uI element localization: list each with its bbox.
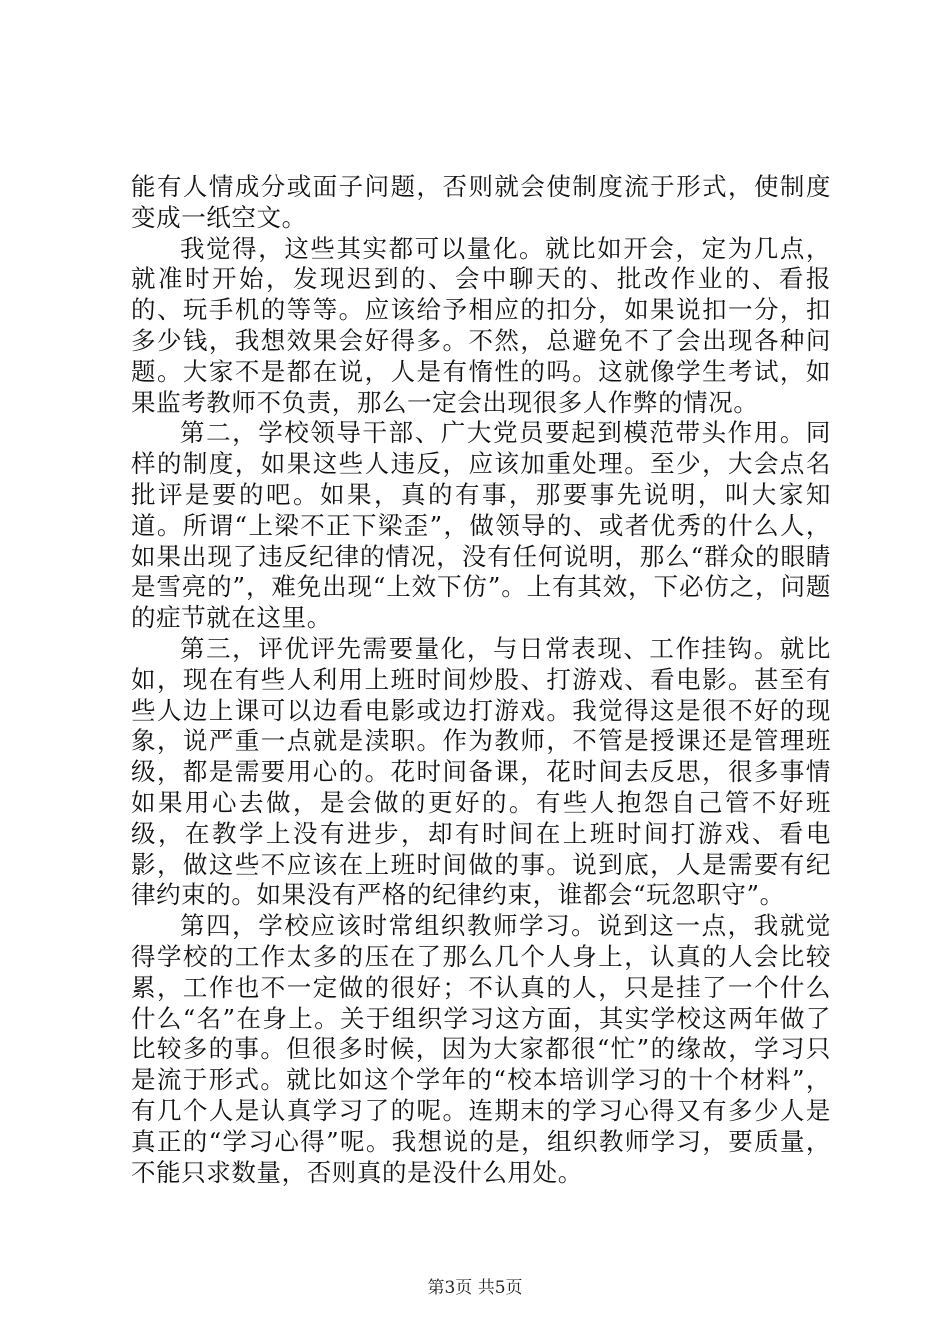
paragraph-quantification: 我觉得，这些其实都可以量化。就比如开会，定为几点，就准时开始，发现迟到的、会中聊天的、批改作业的、看报的、玩手机的等等。应该给予相应的扣分，如果说扣一分，扣多少钱，我想效果会好得多。不然，总避免不了会出现各种问题。大家不是都在说，人是有惰性的吗。这就像学生考试，如果监考教师不负责，那么一定会出现很多人作弊的情况。 bbox=[131, 233, 831, 417]
paragraph-continuation: 能有人情成分或面子问题，否则就会使制度流于形式，使制度变成一纸空文。 bbox=[131, 172, 831, 232]
document-body bbox=[131, 172, 831, 1188]
paragraph-second-point: 第二，学校领导干部、广大党员要起到模范带头作用。同样的制度，如果这些人违反，应该加重处理。至少，大会点名批评是要的吧。如果，真的有事，那要事先说明，叫大家知道。所谓“上梁不正下梁歪”，做领导的、或者优秀的什么人，如果出现了违反纪律的情况，没有任何说明，那么“群众的眼睛是雪亮的”，难免出现“上效下仿”。上有其效，下必仿之，问题的症节就在这里。 bbox=[131, 418, 831, 633]
paragraph-fourth-point: 第四，学校应该时常组织教师学习。说到这一点，我就觉得学校的工作太多的压在了那么几个人身上，认真的人会比较累，工作也不一定做的很好；不认真的人，只是挂了一个什么什么“名”在身上。关于组织学习这方面，其实学校这两年做了比较多的事。但很多时候，因为大家都很“忙”的缘故，学习只是流于形式。就比如这个学年的“校本培训学习的十个材料”，有几个人是认真学习了的呢。连期末的学习心得又有多少人是真正的“学习心得”呢。我想说的是，组织教师学习，要质量，不能只求数量，否则真的是没什么用处。 bbox=[131, 911, 831, 1187]
page-number-footer: 第3页 共5页 bbox=[427, 1278, 523, 1298]
paragraph-third-point: 第三，评优评先需要量化，与日常表现、工作挂钩。就比如，现在有些人利用上班时间炒股、打游戏、看电影。甚至有些人边上课可以边看电影或边打游戏。我觉得这是很不好的现象，说严重一点就是渎职。作为教师，不管是授课还是管理班级，都是需要用心的。花时间备课，花时间去反思，很多事情如果用心去做，是会做的更好的。有些人抱怨自己管不好班级，在教学上没有进步，却有时间在上班时间打游戏、看电影，做这些不应该在上班时间做的事。说到底，人是需要有纪律约束的。如果没有严格的纪律约束，谁都会“玩忽职守”。 bbox=[131, 633, 831, 910]
